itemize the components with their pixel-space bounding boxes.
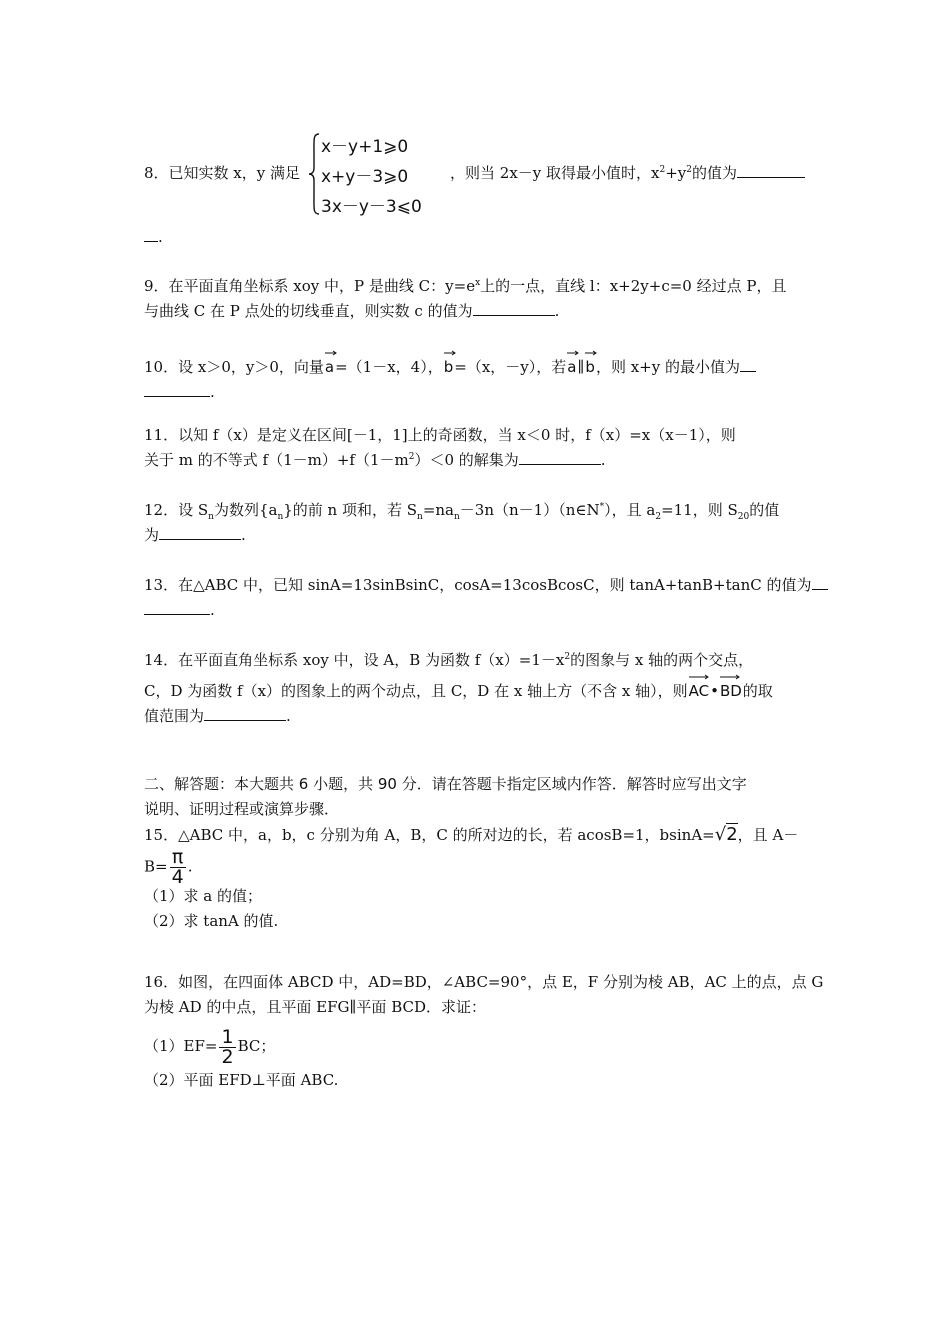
section-2-line-1: 二、解答题：本大题共 6 小题，共 90 分．请在答题卡指定区域内作答．解答时应写出文字	[144, 775, 747, 793]
q14-line-3	[144, 704, 812, 729]
q9-line-2	[144, 299, 812, 324]
sqrt-value: 2	[726, 824, 738, 845]
question-13	[144, 573, 812, 623]
q10-end: .	[210, 383, 215, 401]
question-9	[144, 274, 812, 324]
q8-suffix: 的值为	[692, 164, 738, 182]
q16-part-1b: BC；	[237, 1037, 276, 1055]
q11-text-2b: ）＜0 的解集为	[414, 451, 519, 469]
q12-text-f: ），且 a	[604, 501, 656, 519]
q9-end: .	[554, 302, 560, 320]
fraction-numerator: π	[171, 846, 184, 868]
answer-blank-8b[interactable]	[144, 225, 158, 242]
q14-text-1a: 14．在平面直角坐标系 xoy 中，设 A，B 为函数 f（x）=1－x	[144, 651, 565, 669]
q10-line-1	[144, 349, 812, 380]
question-11	[144, 423, 812, 473]
q14-line-1	[144, 648, 812, 673]
q16-line-2: 为棱 AD 的中点，且平面 EFG∥平面 BCD．求证：	[144, 998, 487, 1016]
answer-blank-9[interactable]	[473, 299, 555, 316]
q8-plus: +y	[665, 164, 687, 182]
answer-blank-10b[interactable]	[144, 380, 210, 397]
q12-sub: n	[277, 512, 284, 522]
vector-ac: AC	[689, 673, 709, 704]
q8-prefix: 8．已知实数 x，y 满足	[144, 164, 301, 182]
answer-blank-14[interactable]	[204, 704, 286, 721]
sqrt-icon: √	[714, 824, 727, 845]
q9-line-1	[144, 274, 812, 299]
q11-sup: 2	[408, 452, 415, 462]
dot-product-symbol: •	[710, 682, 719, 700]
answer-blank-8a[interactable]	[737, 161, 805, 178]
q14-text-3a: 值范围为	[144, 707, 205, 725]
q8-inequality-2: x+y－3⩾0	[321, 167, 409, 187]
question-16	[144, 970, 824, 1093]
q12-text-d: =na	[422, 501, 454, 519]
q15-part-1: （1）求 a 的值；	[144, 887, 263, 905]
section-2-heading	[144, 772, 812, 822]
vector-b-2: b	[585, 349, 595, 380]
vector-arrow-icon	[585, 350, 597, 356]
q11-line-2	[144, 448, 812, 473]
q12-sub: n	[417, 512, 423, 522]
q10-line-2	[144, 380, 812, 405]
q15-end: .	[187, 857, 193, 876]
q13-text: 13．在△ABC 中，已知 sinA=13sinBsinC，cosA=13cosBcosC，则 tanA+tanB+tanC 的值为	[144, 576, 812, 594]
question-10	[144, 349, 812, 405]
q12-line-2	[144, 523, 812, 548]
q9-sup: x	[475, 278, 481, 288]
fraction-denominator: 4	[171, 866, 184, 888]
q14-line-2	[144, 673, 812, 704]
vector-b: b	[444, 349, 454, 380]
q16-line-1: 16．如图，在四面体 ABCD 中，AD=BD，∠ABC=90°，点 E，F 分别为棱 AB，AC 上的点，点 G	[144, 973, 824, 991]
answer-blank-13a[interactable]	[812, 573, 828, 590]
q11-end: .	[600, 451, 606, 469]
q8-mid: ，则当 2x－y 取得最小值时，x	[450, 164, 660, 182]
q12-sub: n	[454, 512, 460, 522]
q14-end: .	[286, 707, 291, 725]
vector-bd: BD	[720, 673, 742, 704]
q15-text-1a: 15．△ABC 中，a，b，c 分别为角 A，B，C 的所对边的长，若 acosB=1，bsinA=	[144, 826, 715, 844]
q10-text-1c: =（x，－y），若	[454, 358, 567, 376]
q15-text-1b: ，且 A－	[737, 826, 799, 844]
fraction-numerator: 1	[221, 1025, 234, 1048]
q12-text-a: 12．设 S	[144, 501, 209, 519]
section-2-line-2: 说明、证明过程或演算步骤．	[144, 800, 340, 818]
q8-sup-2: 2	[686, 165, 693, 175]
q13-end: .	[210, 601, 215, 619]
q16-part-1	[144, 1024, 812, 1068]
q12-line-1	[144, 498, 812, 523]
q8-inequality-3: 3x－y－3⩽0	[321, 197, 422, 217]
q11-line-1: 11．以知 f（x）是定义在区间[－1，1]上的奇函数，当 x＜0 时，f（x）=x（x－1），则	[144, 426, 736, 444]
q14-text-2a: C，D 为函数 f（x）的图象上的两个动点，且 C，D 在 x 轴上方（不含 x 轴），则	[144, 682, 688, 700]
q10-text-1a: 10．设 x＞0，y＞0，向量	[144, 358, 324, 376]
vector-arrow-icon	[444, 350, 456, 356]
answer-blank-12[interactable]	[159, 523, 241, 540]
q12-text-e: －3n（n－1）（n∈N	[459, 501, 600, 519]
q14-text-1b: 的图象与 x 轴的两个交点，	[570, 651, 754, 669]
q10-text-1d: ，则 x+y 的最小值为	[595, 358, 740, 376]
q9-text-1a: 9．在平面直角坐标系 xoy 中，P 是曲线 C：y=e	[144, 277, 476, 295]
q8-line-1	[144, 161, 812, 186]
q15-line-1	[144, 822, 812, 848]
question-15	[144, 822, 812, 934]
q12-text-c: }的前 n 项和，若 S	[283, 501, 418, 519]
vector-arrow-icon	[720, 674, 740, 680]
q12-text-h: 的值	[749, 501, 780, 519]
q12-sup: *	[599, 502, 605, 512]
fraction-denominator: 2	[221, 1045, 234, 1068]
q12-text-g: =11，则 S	[661, 501, 738, 519]
q8-sup-1: 2	[659, 165, 666, 175]
vector-a-2: a	[567, 349, 576, 380]
q15-part-2: （2）求 tanA 的值.	[144, 912, 279, 930]
answer-blank-10a[interactable]	[740, 355, 756, 372]
q13-line-1	[144, 573, 812, 598]
q8-continuation	[144, 225, 812, 250]
parallel-symbol: ∥	[577, 358, 585, 376]
q15-line-2	[144, 846, 812, 888]
answer-blank-11[interactable]	[519, 448, 601, 465]
question-14	[144, 648, 812, 729]
q12-end: .	[241, 526, 246, 544]
q12-sub: 20	[737, 512, 750, 522]
q16-part-2: （2）平面 EFD⊥平面 ABC.	[144, 1071, 339, 1089]
q12-text-b: 为数列{a	[213, 501, 278, 519]
q14-text-2b: 的取	[742, 682, 773, 700]
q12-sub: n	[208, 512, 214, 522]
vector-arrow-icon	[325, 350, 337, 356]
q8-inequality-1: x－y+1⩾0	[321, 137, 409, 157]
q10-text-1b: =（1－x，4），	[335, 358, 443, 376]
q8-end: .	[158, 228, 163, 246]
q12-sub: 2	[655, 512, 662, 522]
vector-arrow-icon	[567, 350, 579, 356]
q8-inequality-system	[308, 132, 438, 216]
q11-text-2a: 关于 m 的不等式 f（1－m）+f（1－m	[144, 451, 409, 469]
vector-arrow-icon	[689, 674, 709, 680]
question-8	[144, 161, 812, 186]
question-12	[144, 498, 812, 548]
left-brace-icon	[308, 132, 320, 216]
vector-a: a	[325, 349, 334, 380]
q12-text-2a: 为	[144, 526, 160, 544]
fraction-pi-over-4	[170, 848, 186, 887]
q16-part-1a: （1）EF=	[144, 1037, 218, 1055]
q14-sup: 2	[564, 652, 571, 662]
q13-line-2	[144, 598, 812, 623]
q9-text-2a: 与曲线 C 在 P 点处的切线垂直，则实数 c 的值为	[144, 302, 473, 320]
q9-text-1b: 上的一点，直线 l：x+2y+c=0 经过点 P，且	[480, 277, 787, 295]
answer-blank-13b[interactable]	[144, 598, 210, 615]
q15-text-2a: B=	[144, 857, 168, 876]
fraction-one-half	[219, 1025, 235, 1068]
